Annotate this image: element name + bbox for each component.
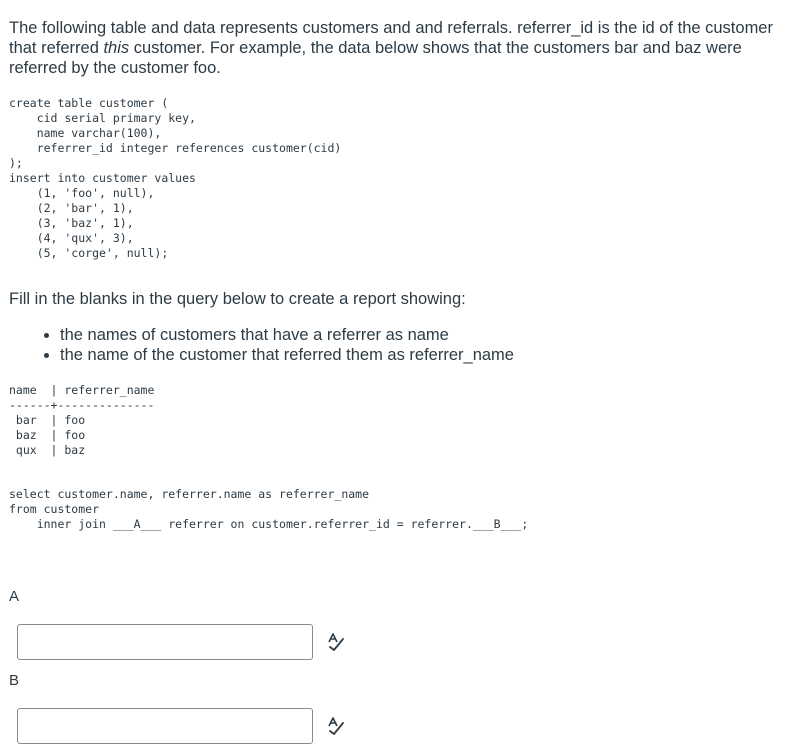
blank-a-input[interactable] — [17, 624, 313, 660]
blank-a-label: A — [9, 588, 20, 605]
list-item: • the names of customers that have a referrer as name — [60, 325, 514, 345]
spellcheck-icon[interactable] — [326, 632, 346, 652]
blank-b-label: B — [9, 672, 20, 689]
expected-result-table: name | referrer_name ------+-------------- bar | foo baz | foo qux | baz — [9, 383, 155, 457]
spellcheck-icon[interactable] — [326, 716, 346, 736]
intro-emphasis: this — [103, 39, 130, 57]
intro-text-part2: customer. For example, the data below shows that the customers bar and baz were referred by the customer foo. — [9, 39, 742, 77]
blank-b-input[interactable] — [17, 708, 313, 744]
requirements-list — [40, 325, 514, 365]
instruction-text: Fill in the blanks in the query below to create a report showing: — [9, 290, 466, 308]
question-intro — [9, 18, 789, 78]
list-item: • the name of the customer that referred them as referrer_name — [60, 345, 514, 365]
schema-code-block: create table customer ( cid serial primary key, name varchar(100), referrer_id integer references customer(cid) ); insert into customer values (1, 'foo', null), (2, 'bar', 1), (3, 'baz', 1), (4, 'qux', 3), (5, 'corge', null); — [9, 96, 342, 260]
intro-text-part1: The following table and data represents customers and and referrals. referrer_id is the id of the customer that referred — [9, 19, 773, 57]
query-code-block: select customer.name, referrer.name as referrer_name from customer inner join ___A___ referrer on customer.referrer_id = referrer.___B___; — [9, 487, 529, 531]
